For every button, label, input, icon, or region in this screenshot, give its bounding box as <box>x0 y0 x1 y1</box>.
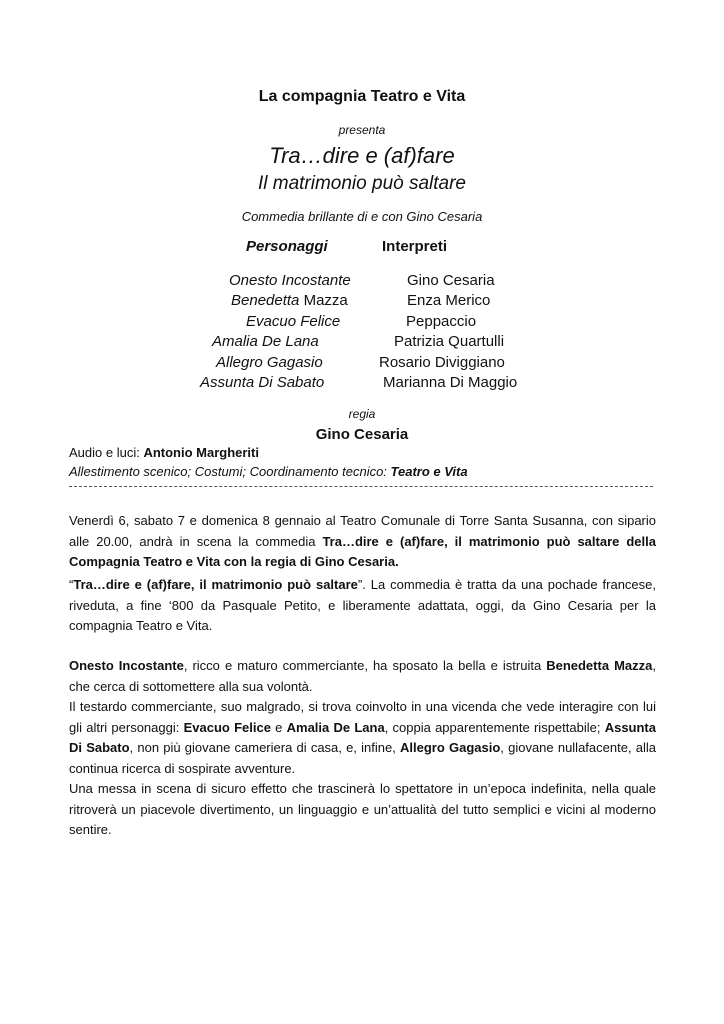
text-run: Il testardo commerciante, suo malgrado, si trova coinvolto in una vicenda che vede interagire con lui gli altri personaggi: <box>69 699 656 735</box>
paragraph-origin <box>69 575 656 637</box>
play-subtitle: Il matrimonio può saltare <box>257 173 467 194</box>
actor-name: Enza Merico <box>407 292 491 309</box>
character-first-name: Benedetta <box>231 292 300 309</box>
text-run: , coppia apparentemente rispettabile; <box>384 719 605 735</box>
character-name: Allegro Gagasio <box>216 354 323 371</box>
dashed-divider <box>69 486 653 487</box>
presenta-label: presenta <box>338 123 386 137</box>
actor-name: Patrizia Quartulli <box>394 333 505 350</box>
play-title: Tra…dire e (af)fare <box>269 143 455 168</box>
actors-heading: Interpreti <box>382 238 448 255</box>
bold-run: Allegro Gagasio <box>400 740 501 755</box>
staging-credit <box>69 464 468 479</box>
bold-run: Teatro e Vita con la regia di Gino Cesaria. <box>143 554 399 569</box>
paragraph-plot-intro <box>69 656 656 697</box>
text-run: , ricco e maturo commerciante, ha sposato la bella e istruita <box>183 658 547 673</box>
bold-run: Assunta Di Sabato <box>69 719 656 755</box>
regia-label: regia <box>348 407 376 421</box>
actor-name: Marianna Di Maggio <box>383 374 518 391</box>
bold-run: Benedetta Mazza <box>546 658 653 673</box>
text-run: e <box>270 719 287 735</box>
actor-name: Peppaccio <box>406 313 477 330</box>
staging-name: Teatro e Vita <box>390 464 468 479</box>
characters-heading: Personaggi <box>246 238 328 255</box>
bold-run: Onesto Incostante <box>69 658 184 673</box>
character-name: Evacuo Felice <box>246 313 341 330</box>
bold-run: Evacuo Felice <box>183 719 271 735</box>
paragraph-plot-characters <box>69 697 656 779</box>
bold-run: Amalia De Lana <box>286 719 385 735</box>
character-name <box>231 292 348 309</box>
audio-credit <box>69 445 259 460</box>
text-run: Venerdì 6, sabato 7 e domenica 8 gennaio al Teatro Comunale di Torre Santa Susanna, con sipario alle 20.00, andrà in scena la commedia <box>69 513 656 549</box>
character-name: Assunta Di Sabato <box>200 374 325 391</box>
paragraph-closing: Una messa in scena di sicuro effetto che trascinerà lo spettatore in un’epoca indefinita, nella quale ritroverà un piacevole divertimento, un linguaggio e un’attualità del tutto semplici e vicini al moderno sentire. <box>69 781 656 837</box>
character-name: Onesto Incostante <box>229 272 351 289</box>
paragraph-dates <box>69 511 656 573</box>
text-run: , non più giovane cameriera di casa, e, infine, <box>129 740 401 755</box>
text-run: , giovane nullafacente, alla continua ricerca di sospirate avventure. <box>69 740 656 776</box>
genre-line: Commedia brillante di e con Gino Cesaria <box>241 209 483 224</box>
company-heading: La compagnia Teatro e Vita <box>258 88 466 105</box>
text-run: “ <box>69 577 74 592</box>
bold-run: Tra…dire e (af)fare, il matrimonio può saltare <box>73 577 358 592</box>
audio-name: Antonio Margheriti <box>143 445 259 460</box>
character-surname: Mazza <box>299 292 348 309</box>
audio-label: Audio e luci: <box>69 445 144 460</box>
text-run: ”. La commedia è tratta da una pochade francese, riveduta, a fine ‘800 da Pasquale Petito, e liberamente adattata, oggi, da Gino Cesaria per la compagnia Teatro e Vita. <box>69 577 656 633</box>
bold-run: Tra…dire e (af)fare, il matrimonio può saltare della Compagnia <box>69 533 656 569</box>
director-name: Gino Cesaria <box>315 426 409 443</box>
character-name: Amalia De Lana <box>212 333 319 350</box>
staging-label: Allestimento scenico; Costumi; Coordinamento tecnico: <box>69 464 391 479</box>
actor-name: Gino Cesaria <box>407 272 495 289</box>
actor-name: Rosario Diviggiano <box>379 354 505 371</box>
text-run: , che cerca di sottomettere alla sua volontà. <box>69 658 656 694</box>
